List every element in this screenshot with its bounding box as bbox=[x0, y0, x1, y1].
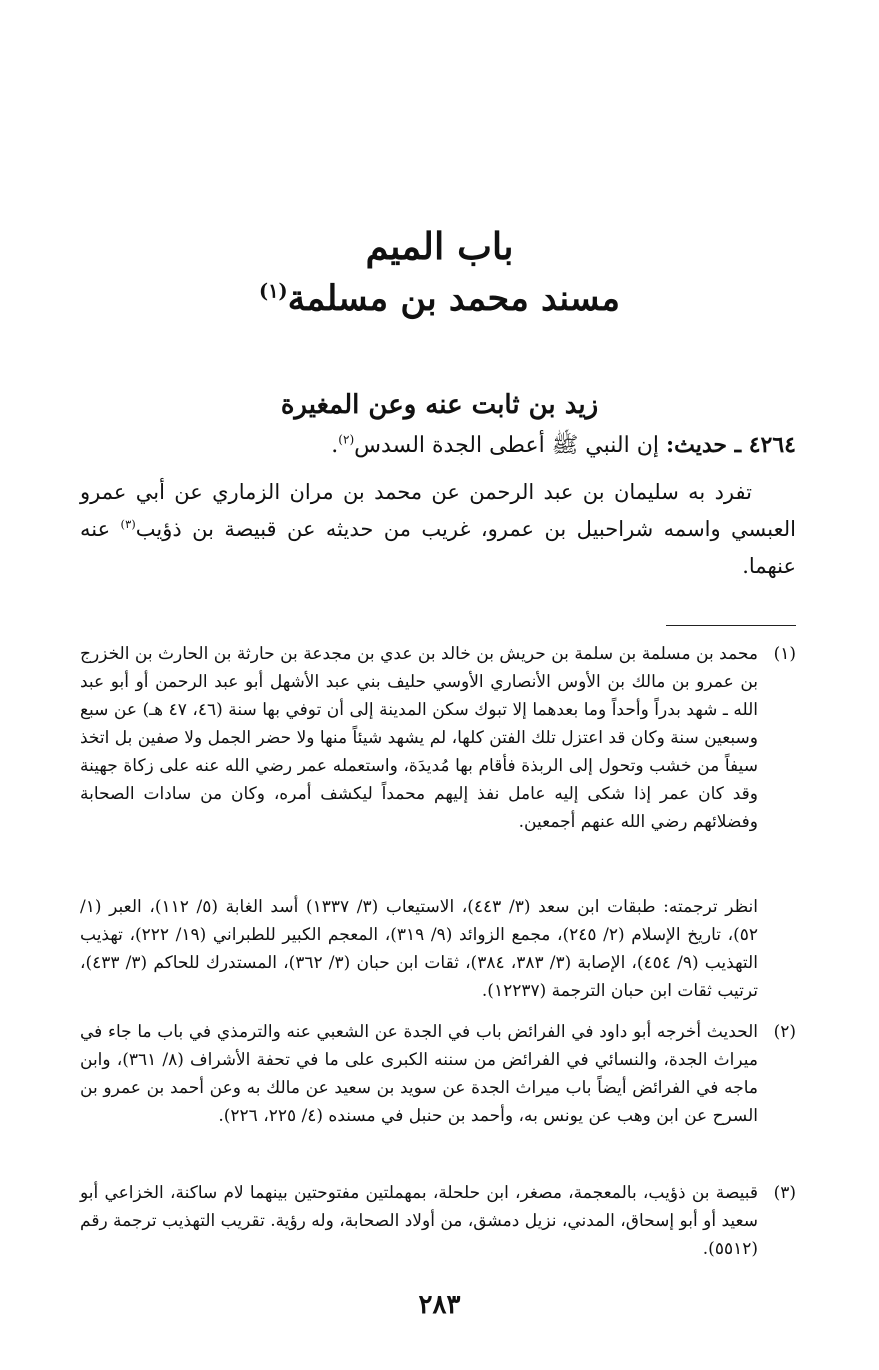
footnote-ref-1: (١) bbox=[259, 279, 288, 303]
footnote-3 bbox=[80, 1179, 796, 1263]
footnote-3-number: (٣) bbox=[773, 1183, 796, 1203]
footnote-3-text: قبيصة بن ذؤيب، بالمعجمة، مصغر، ابن حلحلة، بمهملتين مفتوحتين بينهما لام ساكنة، الخزاعي أبو سعيد أو أبو إسحاق، المدني، نزيل دمشق، من أولاد الصحابة، وله رؤية. تقريب التهذيب ترجمة رقم (٥٥١٢). bbox=[80, 1183, 758, 1259]
footnote-ref-3: (٣) bbox=[120, 517, 136, 531]
footnote-2-text: الحديث أخرجه أبو داود في الفرائض باب في الجدة عن الشعبي عنه والترمذي في باب ما جاء في ميراث الجدة، والنسائي في الفرائض من سننه الكبرى على ما في تحفة الأشراف (٨/ ٣٦١)، وابن ماجه في الفرائض أيضاً باب ميراث الجدة عن سويد بن سعيد عن مالك به وعن أحمد بن عمرو بن السرح عن ابن وهب عن يونس به، وأحمد بن حنبل في مسنده (٤/ ٢٢٥، ٢٢٦). bbox=[80, 1022, 758, 1126]
musnad-title-text: مسند محمد بن مسلمة bbox=[287, 278, 620, 319]
footnote-1 bbox=[80, 640, 796, 836]
footnote-ref-2: (٢) bbox=[338, 432, 355, 447]
body-text-part2: عنه عنهما. bbox=[80, 517, 796, 578]
body-paragraph bbox=[80, 474, 796, 585]
hadith-line bbox=[80, 426, 796, 465]
chapter-title: باب الميم bbox=[365, 224, 514, 268]
footnote-1-references bbox=[80, 893, 796, 1005]
footnote-1-text: محمد بن مسلمة بن سلمة بن حريش بن خالد بن عدي بن مجدعة بن حارثة بن الحارث بن الخزرج بن عمرو بن مالك بن الأوس الأنصاري الأوسي حليف بني عبد الأشهل أبو عبد الرحمن أو أبو عبد الله ـ شهد بدراً وأحداً وما بعدهما إلا تبوك سكن المدينة إلى أن توفي بها سنة (٤٦، ٤٧ هـ) عن سبع وسبعين سنة وكان قد اعتزل تلك الفتن كلها، لم يشهد شيئاً منها ولا حضر الجمل ولا صفين بل اتخذ سيفاً من خشب وتحول إلى الربذة فأقام بها مُديدَة، واستعمله عمر رضي الله عنه على زكاة جهينة وقد كان عمر إذا شكى إليه عامل نفذ إليهم محمداً ليكشف أمره، وكان من سادات الصحابة وفضلائهم رضي الله عنهم أجمعين. bbox=[79, 644, 759, 832]
musnad-title bbox=[0, 276, 879, 322]
footnote-divider bbox=[666, 625, 796, 626]
section-title: زيد بن ثابت عنه وعن المغيرة bbox=[280, 390, 599, 420]
page-number: ٢٨٣ bbox=[418, 1290, 461, 1320]
footnote-2-number: (٢) bbox=[773, 1022, 796, 1042]
hadith-number: ٤٢٦٤ ـ حديث: bbox=[665, 432, 796, 458]
footnote-1-refs-text: انظر ترجمته: طبقات ابن سعد (٣/ ٤٤٣)، الاستيعاب (٣/ ١٣٣٧) أسد الغابة (٥/ ١١٢)، العبر (١/ ٥٢)، تاريخ الإسلام (٢/ ٢٤٥)، مجمع الزوائد (٩/ ٣١٩)، المعجم الكبير للطبراني (١٩/ ٢٢٢)، تهذيب التهذيب (٩/ ٤٥٤)، الإصابة (٣/ ٣٨٣، ٣٨٤)، ثقات ابن حبان (٣/ ٣٦٢)، المستدرك للحاكم (٣/ ٤٣٣)، ترتيب ثقات ابن حبان الترجمة (١٢٢٣٧). bbox=[80, 897, 759, 1001]
footnote-2 bbox=[80, 1018, 796, 1130]
footnote-1-number: (١) bbox=[773, 644, 796, 664]
hadith-text: إن النبي ﷺ أعطى الجدة السدس bbox=[354, 433, 666, 458]
body-text-part1: تفرد به سليمان بن عبد الرحمن عن محمد بن مران الزماري عن أبي عمرو العبسي واسمه شراحبيل بن عمرو، غريب من حديثه عن قبيصة بن ذؤيب bbox=[80, 480, 796, 541]
hadith-end: . bbox=[331, 433, 339, 458]
